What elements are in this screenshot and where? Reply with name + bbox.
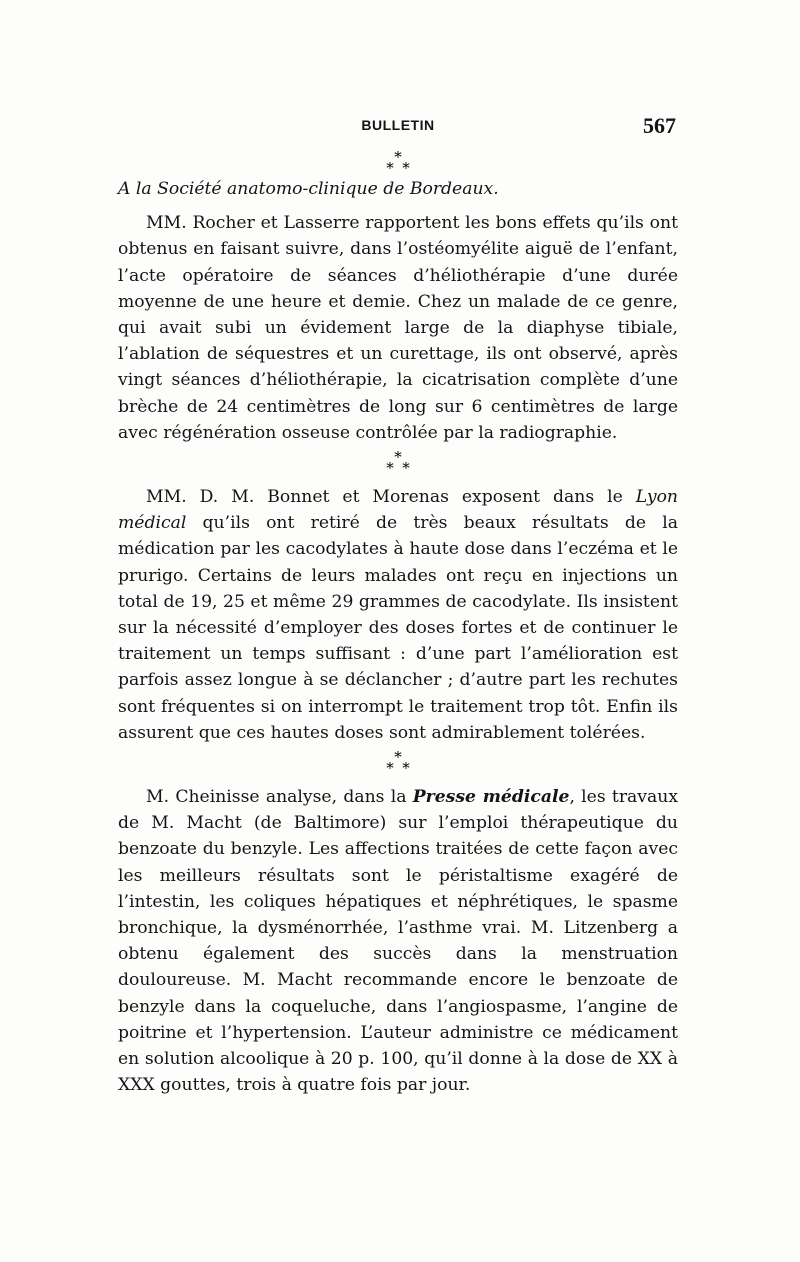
asterism-ornament-1 xyxy=(373,150,423,176)
running-title: BULLETIN xyxy=(361,117,435,133)
paragraph-cheinisse-part-a: M. Cheinisse analyse, dans la xyxy=(146,787,413,808)
svg-text:*: * xyxy=(386,759,394,777)
paragraph-bonnet-morenas xyxy=(118,484,678,746)
journal-title-lyon-medical: Lyon médical xyxy=(118,487,678,534)
paragraph-bonnet-morenas-part-b: qu’ils ont retiré de très beaux résultats de la médication par les cacodylates à haute dose dans l’eczéma et le prurigo. Certains de leurs malades ont reçu en injections un total de 19, 25 et même 29 grammes de cacodylate. Ils insistent sur la nécessité d’employer des doses fortes et de continuer le traitement un temps suffisant : d’une part l’amélioration est parfois assez longue à se déclancher ; d’autre part les rechutes sont fréquentes si on interrompt le traitement trop tôt. Enfin ils assurent que ces hautes doses sont admirablement tolérées. xyxy=(118,513,678,743)
page-header xyxy=(118,113,678,139)
svg-text:*: * xyxy=(394,450,402,467)
page-number: 567 xyxy=(643,113,676,138)
article-body xyxy=(118,150,678,1099)
svg-text:*: * xyxy=(394,750,402,767)
asterism-ornament-2 xyxy=(373,450,423,476)
svg-text:*: * xyxy=(394,150,402,166)
paragraph-cheinisse-part-b: , les travaux de M. Macht (de Baltimore) sur l’emploi thérapeutique du benzoate du benzyle. Les affections traitées de cette façon avec les meilleurs résultats sont le péristaltisme exagéré de l’intestin, les coliques hépatiques et néphrétiques, le spasme bronchique, la dysménorrhée, l’asthme vrai. M. Litzenberg a obtenu également des succès dans la menstruation douloureuse. M. Macht recommande encore le benzoate de benzyle dans la coqueluche, dans l’angiospasme, l’angine de poitrine et l’hypertension. L’auteur administre ce médicament en solution alcoolique à 20 p. 100, qu’il donne à la dose de XX à XXX gouttes, trois à quatre fois par jour. xyxy=(118,787,679,1096)
svg-text:*: * xyxy=(402,459,410,477)
paragraph-cheinisse xyxy=(118,784,678,1098)
svg-text:*: * xyxy=(386,459,394,477)
svg-text:*: * xyxy=(402,759,410,777)
journal-title-presse-medicale: Presse médicale xyxy=(412,787,570,808)
paragraph-rocher-lasserre: MM. Rocher et Lasserre rapportent les bons effets qu’ils ont obtenus en faisant suivre, dans l’ostéomyélite aiguë de l’enfant, l’acte opératoire de séances d’héliothérapie d’une durée moyenne de une heure et demie. Chez un malade de ce genre, qui avait subi un évidement large de la diaphyse tibiale, l’ablation de séquestres et un curettage, ils ont observé, après vingt séances d’héliothérapie, la cicatrisation complète d’une brèche de 24 centimètres de long sur 6 centimètres de large avec régénération osseuse contrôlée par la radiographie. xyxy=(118,213,678,443)
asterism-ornament-3 xyxy=(373,750,423,776)
svg-text:*: * xyxy=(402,159,410,176)
section-title: A la Société anatomo-clinique de Bordeaux. xyxy=(118,179,499,199)
paragraph-bonnet-morenas-part-a: MM. D. M. Bonnet et Morenas exposent dans le xyxy=(146,487,636,508)
svg-text:*: * xyxy=(386,159,394,176)
